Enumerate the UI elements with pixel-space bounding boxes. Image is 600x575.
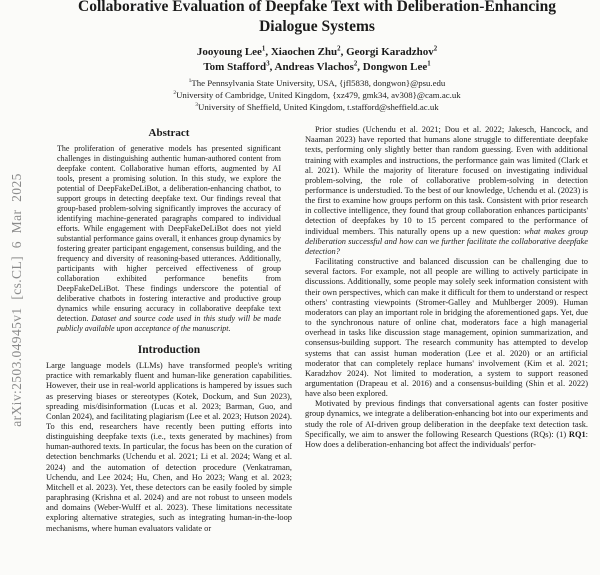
affiliations-block xyxy=(46,78,588,114)
authors-line-2 xyxy=(46,60,588,75)
affiliation-line: $^2$University of Cambridge, United Kingdom, {xz479, gmk34, av308}@cam.ac.uk xyxy=(173,90,461,101)
paragraph-llms: Large language models (LLMs) have transformed people's writing practice with remarkably fluent and human-like generation capabilities. However, their use in real-world applications is hampered by issues such as preserving biases or stereotypes (Kotek, Dockum, and Sun 2023), spreading mis/disinformation (Lucas et al. 2023; Barman, Guo, and Conlan 2024), and facilitating plagiarism (Lee et al. 2023; Hutson 2024). To this end, researchers have recently been putting efforts into distinguishing deepfake texts (i.e., texts generated by machines) from human-authored texts. In particular, the focus has been on the curation of detection benchmarks (Uchendu et al. 2021; Li et al. 2024; Wang et al. 2024) and the automation of detection procedure (Venkatraman, Uchendu, and Lee 2024; Hu, Chen, and Ho 2023; Wang et al. 2023; Mitchell et al. 2023). Yet, these detectors can be easily fooled by simple paraphrasing (Krishna et al. 2024) and are not robust to unseen models and domains (Weber-Wulff et al. 2023). These limitations necessitate exploring alternative strategies, such as integrating human-in-the-loop mechanisms, where human evaluators validate or xyxy=(46,361,292,533)
authors-line-1 xyxy=(46,45,588,60)
right-column-text xyxy=(305,125,588,450)
paper-content xyxy=(46,0,588,534)
paragraph-motivation-rqs: Motivated by previous findings that conversational agents can foster positive group dynamics, we integrate a deliberation-enhancing bot into our experiments and study the role of AI-driven group deliberation in the deepfake text detection task. Specifically, we aim to answer the following Research Questions (RQs): (1) RQ1: How does a deliberation-enhancing bot affect the individuals' perfor- xyxy=(305,399,588,449)
abstract-heading: Abstract xyxy=(148,127,190,140)
research-question-italic: what makes group deliberation successful and how can we further facilitate the collaborative deepfake detection? xyxy=(305,226,588,256)
author: Tom Stafford$^3$, xyxy=(203,60,275,74)
paragraph-prior-studies: Prior studies (Uchendu et al. 2021; Dou et al. 2022; Jakesch, Hancock, and Naaman 2023) have reported that humans alone struggle to differentiate deepfake texts, performing only slightly better than random guessing. Even with additional training with examples and instructions, the performance gain was limited (Clark et al. 2021). While the majority of literature focused on investigating individual problem-solving, the role of collaborative problem-solving in detection performance is understudied. To the best of our knowledge, Uchendu et al. (2023) is the first to examine how groups perform on this task. Consistent with prior research in collective intelligence, they found that group collaboration enhances participants' detection of deepfakes by 10 to 15 percent compared to the performance of individual members. This naturally opens up a new question: what makes group deliberation successful and how can we further facilitate the collaborative deepfake detection? xyxy=(305,125,588,256)
affiliation-line: $^3$University of Sheffield, United Kingdom, t.stafford@sheffield.ac.uk xyxy=(195,102,439,113)
author: Georgi Karadzhov$^2$ xyxy=(346,45,438,58)
author: Jooyoung Lee$^1$, xyxy=(196,45,271,58)
column-left xyxy=(46,125,292,534)
column-right xyxy=(305,125,588,534)
introduction-heading: Introduction xyxy=(137,344,201,357)
author: Xiaochen Zhu$^2$, xyxy=(270,45,347,58)
introduction-text xyxy=(46,361,292,534)
two-column-body xyxy=(46,125,588,534)
authors-block xyxy=(46,45,588,76)
paper-title: Collaborative Evaluation of Deepfake Text with Deliberation-Enhancing Dialogue Systems xyxy=(78,0,556,35)
abstract-italic-note: Dataset and source code used in this study will be made publicly available upon acceptance of the manuscript. xyxy=(57,314,282,334)
author: Dongwon Lee$^1$ xyxy=(362,60,431,74)
rq1-label: RQ1 xyxy=(568,429,586,439)
affiliation-line: $^1$The Pennsylvania State University, USA, {jfl5838, dongwon}@psu.edu xyxy=(188,78,446,89)
author: Andreas Vlachos$^2$, xyxy=(274,60,363,74)
arxiv-watermark: arXiv:2503.04945v1 [cs.CL] 6 Mar 2025 xyxy=(9,173,24,427)
paragraph-facilitating-discussion: Facilitating constructive and balanced discussion can be challenging due to several factors. For example, not all people are willing to actively participate in discussions. Additionally, some people may solely seek information consistent with their own perspectives, which can make it difficult for them to understand or respect others' contrasting viewpoints (Stromer-Galley and Muhlberger 2009). Human moderators can play an important role in bridging the aforementioned gaps. Yet, due to the synchronous nature of online chat, moderators face a high managerial overhead in tasks like discussion stage management, opinion summarization, and consensus-building support. The research community has attempted to develop systems that can assist human moderation (Lee et al. 2020) or an artificial moderator that can completely replace humans' involvement (Kim et al. 2021; Karadzhov 2024). Not limited to moderation, a system to support reasoned argumentation (Drapeau et al. 2016) and a consensus-building (Shin et al. 2022) have also been explored. xyxy=(305,257,588,399)
abstract-text: The proliferation of generative models has presented significant challenges in distinguishing authentic human-authored content from deepfake content. Collaborative human efforts, augmented by AI tools, present a promising solution. In this study, we explore the potential of DeepFakeDeLiBot, a deliberation-enhancing chatbot, to support groups in detecting deepfake text. Our findings reveal that group-based problem-solving significantly improves the accuracy of identifying machine-generated paragraphs compared to individual efforts. While engagement with DeepFakeDeLiBot does not yield substantial performance gains overall, it enhances group dynamics by fostering greater participant engagement, consensus building, and the frequency and diversity of reasoning-based utterances. Additionally, participants with higher perceived effectiveness of group collaboration exhibited performance benefits from DeepFakeDeLiBot. These findings underscore the potential of deliberative chatbots in fostering interactive and productive group dynamics while ensuring accuracy in collaborative deepfake text detection. Dataset and source code used in this study will be made publicly available upon acceptance of the manuscript. xyxy=(57,144,282,334)
